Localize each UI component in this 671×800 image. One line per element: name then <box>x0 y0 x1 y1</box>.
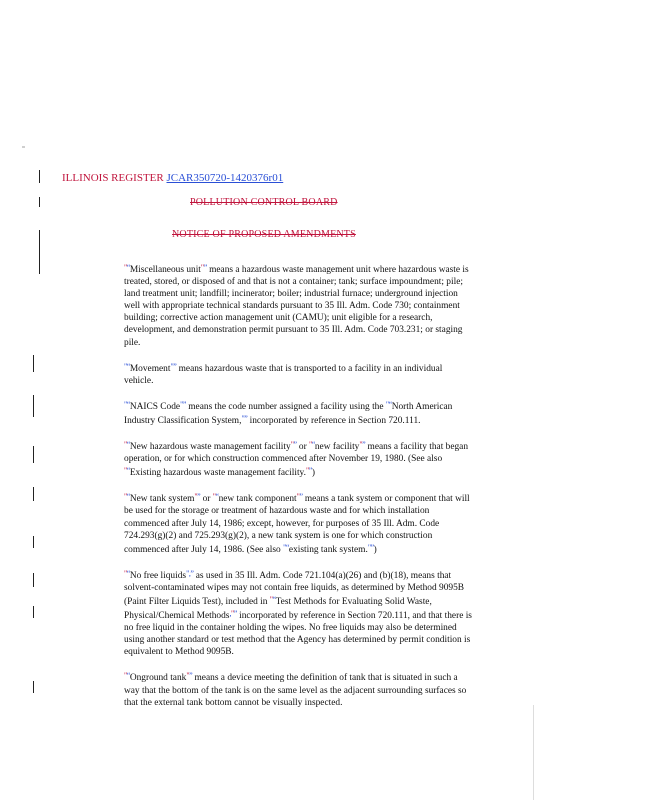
definition-reference: Test Methods for Evaluating Solid Waste, Physical/Chemical Methods <box>124 596 432 622</box>
definition-text: incorporated by reference in Section 720.111. <box>247 415 421 426</box>
definition-text: means a facility that began operation, or for which construction commenced after November 19, 1980. (See also <box>124 442 469 465</box>
change-bar <box>39 170 40 183</box>
change-bar <box>33 395 34 417</box>
notice-title: NOTICE OF PROPOSED AMENDMENTS <box>172 229 356 240</box>
definition-term: Movement <box>129 363 171 374</box>
definition-new-tank-system: "“New tank system"” or "“new tank component"” means a tank system or component that will be used for the storage or treatment of hazardous waste and for which installation commenced after July 14, 1986; except, however, for purposes of 35 Ill. Adm. Code 724.293(g)(2) and 725.293(g)(2), a new tank system is one for which construction commenced after July 14, 1986. (See also "“existing tank system."”) <box>124 492 470 555</box>
change-bar <box>33 606 34 618</box>
change-bar <box>33 487 34 501</box>
margin-rule <box>533 705 534 800</box>
register-title: ILLINOIS REGISTER <box>62 172 164 184</box>
definition-text: means a device meeting the definition of tank that is situated in such a way that the bottom of the tank is on the same level as the adjacent surrounding surfaces so that the external tank bottom cannot be visually inspected. <box>124 673 467 708</box>
definition-reference: existing tank system. <box>288 544 368 555</box>
change-bars <box>0 0 40 800</box>
definition-reference: North American Industry Classification System, <box>124 401 453 426</box>
definition-term: new facility <box>314 442 360 453</box>
definitions-list <box>124 262 472 721</box>
definition-term: Miscellaneous unit <box>129 265 201 275</box>
definition-text: as used in 35 Ill. Adm. Code 721.104(a)(26) and (b)(18), means that solvent-contaminated wipes may not contain free liquids, as determined by Method 9095B (Paint Filter Liquids Test), included in <box>124 570 465 607</box>
definition-text: means the code number assigned a facility using the <box>185 401 386 412</box>
definition-new-facility: "“New hazardous waste management facility"” or "“new facility"” means a facility that began operation, or for which construction commenced after November 19, 1980. (See also "“Existing hazardous waste management facility."”) <box>124 440 469 479</box>
register-header <box>62 172 283 184</box>
definition-term: new tank component <box>218 494 297 505</box>
definition-text: means hazardous waste that is transported to a facility in an individual vehicle. <box>124 363 443 386</box>
change-bar <box>33 355 34 372</box>
board-title: POLLUTION CONTROL BOARD <box>190 197 338 208</box>
change-bar <box>39 197 40 207</box>
change-bar <box>33 573 34 587</box>
definition-naics-code: "“NAICS Code"” means the code number assigned a facility using the "“North American Industry Classification System,"” incorporated by reference in Section 720.111. <box>124 399 453 426</box>
change-bar <box>33 446 34 463</box>
definition-term: NAICS Code <box>129 401 181 412</box>
definition-term: Onground tank <box>129 673 187 684</box>
definition-term: No free liquids <box>129 570 187 581</box>
definition-text: means a tank system or component that will be used for the storage or treatment of hazardous waste and for which installation commenced after July 14, 1986; except, however, for purposes of 35 Ill. Adm. Code 724.293(g)(2) and 725.293(g)(2), a new tank system is one for which construction commenced after July 14, 1986. (See also <box>124 494 470 555</box>
definition-miscellaneous-unit: "“Miscellaneous unit"” means a hazardous waste management unit where hazardous waste is treated, stored, or disposed of and that is not a container; tank; surface impoundment; pile; land treatment unit; landfill; incinerator; boiler; industrial furnace; underground injection well with appropriate technical standards pursuant to 35 Ill. Adm. Code 730; containment building; corrective action management unit (CAMU); unit eligible for a research, development, and demonstration permit pursuant to 35 Ill. Adm. Code 703.231; or staging pile. <box>124 263 469 348</box>
definition-text: incorporated by reference in Section 720.111, and that there is no free liquid in the container holding the wipes. No free liquids may also be determined using another standard or test method that the Agency has determined by permit condition is equivalent to Method 9095B. <box>124 611 472 658</box>
definition-text: means a hazardous waste management unit where hazardous waste is treated, stored, or disposed of and that is not a container; tank; surface impoundment; pile; land treatment unit; landfill; incinerator; boiler; industrial furnace; underground injection well with appropriate technical standards pursuant to 35 Ill. Adm. Code 730; containment building; corrective action management unit (CAMU); unit eligible for a research, development, and demonstration permit pursuant to 35 Ill. Adm. Code 703.231; or staging pile. <box>124 265 469 348</box>
definition-onground-tank: "“Onground tank"” means a device meeting the definition of tank that is situated in such a way that the bottom of the tank is on the same level as the adjacent surrounding surfaces so that the external tank bottom cannot be visually inspected. <box>124 671 467 708</box>
definition-term: New hazardous waste management facility <box>129 442 291 453</box>
definition-no-free-liquids: "“No free liquids",” as used in 35 Ill. Adm. Code 721.104(a)(26) and (b)(18), means that solvent-contaminated wipes may not contain free liquids, as determined by Method 9095B (Paint Filter Liquids Test), included in "“Test Methods for Evaluating Solid Waste, Physical/Chemical Methods,"” incorporated by reference in Section 720.111, and that there is no free liquid in the container holding the wipes. No free liquids may also be determined using another standard or test method that the Agency has determined by permit condition is equivalent to Method 9095B. <box>124 568 472 658</box>
change-bar <box>39 230 40 274</box>
change-bar <box>33 536 34 548</box>
definition-reference: Existing hazardous waste management facility. <box>129 468 306 479</box>
change-bar <box>33 681 34 693</box>
definition-term: New tank system <box>129 494 195 505</box>
jcar-code: JCAR350720-1420376r01 <box>166 172 284 184</box>
definition-movement: "“Movement"” means hazardous waste that is transported to a facility in an individual vehicle. <box>124 361 443 386</box>
